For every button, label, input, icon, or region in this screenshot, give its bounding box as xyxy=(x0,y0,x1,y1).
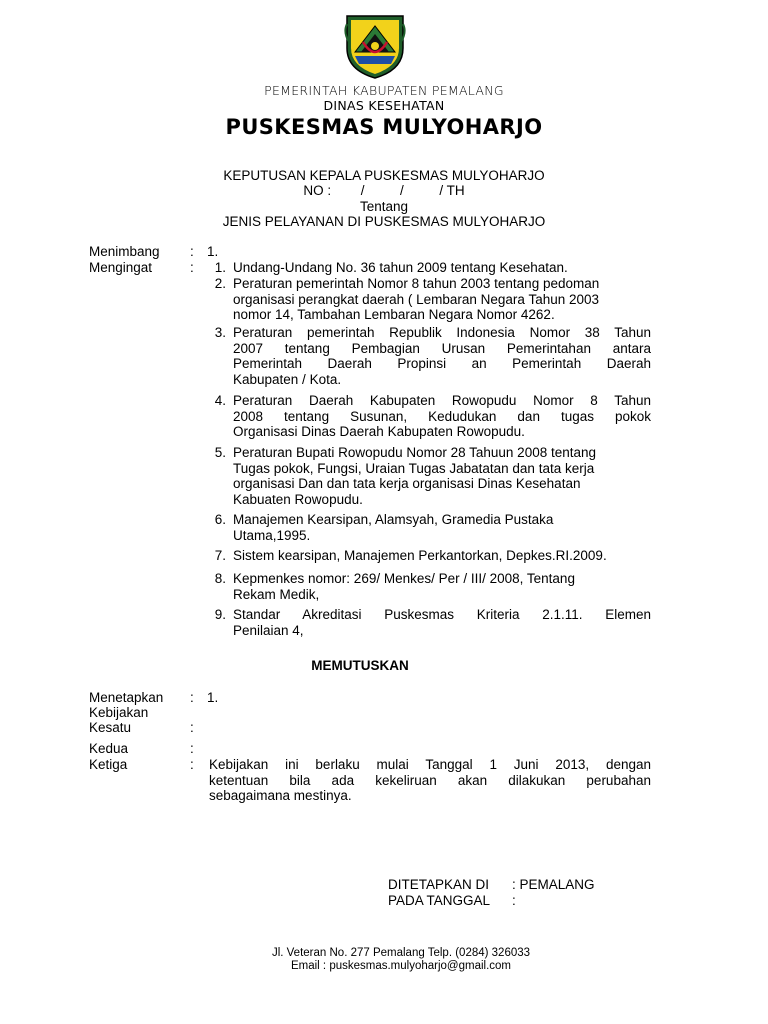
list-item-line: Peraturan pemerintah Nomor 8 tahun 2003 tentang pedoman xyxy=(233,276,600,291)
menetapkan-number: 1. xyxy=(207,690,219,705)
list-item xyxy=(233,607,651,638)
ketiga-text xyxy=(209,757,651,804)
list-item xyxy=(233,393,651,440)
list-item-line: Rekam Medik, xyxy=(233,586,320,602)
list-item-number: 5. xyxy=(214,445,226,460)
footer-email: Email : puskesmas.mulyoharjo@gmail.com xyxy=(290,960,512,972)
paragraph-line: Kebijakan ini berlaku mulai Tanggal 1 Juni 2013, dengan xyxy=(209,757,651,772)
department-name: DINAS KESEHATAN xyxy=(323,98,445,113)
government-name: PEMERINTAH KABUPATEN PEMALANG xyxy=(264,83,504,98)
list-item-line: 2008 tentang Susunan, Kedudukan dan tugas pokok xyxy=(233,408,651,424)
signature-date-value: : xyxy=(512,893,516,908)
list-item-number: 3. xyxy=(214,325,226,340)
list-item-line: Kabupaten / Kota. xyxy=(233,371,342,387)
list-item-line: Organisasi Dinas Daerah Kabupaten Rowopudu. xyxy=(233,424,525,439)
decree-subject: JENIS PELAYANAN DI PUSKESMAS MULYOHARJO xyxy=(222,214,546,229)
decree-number-sep: / xyxy=(400,183,404,198)
list-item-line: Standar Akreditasi Puskesmas Kriteria 2.1.11. Elemen xyxy=(233,607,651,622)
list-item-line: Kepmenkes nomor: 269/ Menkes/ Per / III/ 2008, Tentang xyxy=(233,571,575,586)
ketiga-label: Ketiga xyxy=(89,757,128,772)
mengingat-label: Mengingat xyxy=(89,260,153,275)
list-item-line: organisasi perangkat daerah ( Lembaran Negara Tahun 2003 xyxy=(233,291,600,307)
signature-place-value: : PEMALANG xyxy=(512,877,595,892)
list-item-line: Pemerintah Daerah Propinsi an Pemerintah Daerah xyxy=(233,356,651,371)
list-item-line: nomor 14, Tambahan Lembaran Negara Nomor 4262. xyxy=(233,307,555,322)
kesatu-colon: : xyxy=(190,720,194,735)
mengingat-colon: : xyxy=(190,260,194,275)
list-item xyxy=(233,325,651,387)
list-item-number: 7. xyxy=(214,548,226,563)
list-item-line: Peraturan Bupati Rowopudu Nomor 28 Tahuun 2008 tentang xyxy=(233,445,597,460)
regency-coat-of-arms-icon xyxy=(341,12,409,80)
list-item-number: 9. xyxy=(214,607,226,622)
list-item-number: 6. xyxy=(214,512,226,527)
decree-about: Tentang xyxy=(359,199,409,214)
decree-number-sep: / xyxy=(360,183,365,198)
decree-number-label: NO : xyxy=(303,183,332,198)
menimbang-number: 1. xyxy=(207,244,219,259)
menimbang-label: Menimbang xyxy=(89,244,160,259)
list-item xyxy=(233,512,651,543)
list-item-line: Peraturan pemerintah Republik Indonesia Nomor 38 Tahun xyxy=(233,325,651,340)
paragraph-line: ketentuan bila ada kekeliruan akan dilakukan perubahan xyxy=(209,772,651,788)
menetapkan-label: Menetapkan xyxy=(89,690,164,705)
list-item xyxy=(233,571,651,602)
decree-title: KEPUTUSAN KEPALA PUSKESMAS MULYOHARJO xyxy=(223,168,545,183)
list-item xyxy=(233,548,651,564)
page-title: PUSKESMAS MULYOHARJO xyxy=(225,115,543,139)
list-item-line: Peraturan Daerah Kabupaten Rowopudu Nomor 8 Tahun xyxy=(233,393,651,408)
list-item-line: Tugas pokok, Fungsi, Uraian Tugas Jabatatan dan tata kerja xyxy=(233,460,595,476)
list-item-line: Manajemen Kearsipan, Alamsyah, Gramedia Pustaka xyxy=(233,512,554,527)
signature-place-label: DITETAPKAN DI xyxy=(388,877,490,892)
paragraph-line: sebagaimana mestinya. xyxy=(209,788,352,803)
list-item-number: 2. xyxy=(214,276,226,291)
footer-address: Jl. Veteran No. 277 Pemalang Telp. (0284) 326033 xyxy=(271,947,531,959)
list-item xyxy=(233,260,651,276)
list-item-number: 1. xyxy=(214,260,226,275)
kesatu-label: Kesatu xyxy=(89,720,132,735)
ketiga-colon: : xyxy=(190,757,194,772)
signature-date-label: PADA TANGGAL xyxy=(388,893,491,908)
list-item xyxy=(233,445,651,507)
list-item-line: Undang-Undang No. 36 tahun 2009 tentang Kesehatan. xyxy=(233,260,568,275)
menetapkan-colon: : xyxy=(190,690,194,705)
decree-number xyxy=(0,183,768,199)
list-item-line: Utama,1995. xyxy=(233,527,311,543)
list-item-line: Sistem kearsipan, Manajemen Perkantorkan, Depkes.RI.2009. xyxy=(233,548,607,563)
decree-number-year: / TH xyxy=(439,183,465,198)
kedua-label: Kedua xyxy=(89,741,129,756)
list-item-line: Kabuaten Rowopudu. xyxy=(233,491,363,507)
memutuskan-heading: MEMUTUSKAN xyxy=(311,658,409,673)
kebijakan-label: Kebijakan xyxy=(89,705,149,720)
list-item xyxy=(233,276,651,323)
list-item-line: organisasi Dan dan tata kerja organisasi Dinas Kesehatan xyxy=(233,476,581,491)
list-item-line: 2007 tentang Pembagian Urusan Pemerintahan antara xyxy=(233,340,651,356)
menimbang-colon: : xyxy=(190,244,194,259)
list-item-number: 8. xyxy=(214,571,226,586)
list-item-number: 4. xyxy=(214,393,226,408)
kedua-colon: : xyxy=(190,741,194,756)
list-item-line: Penilaian 4, xyxy=(233,622,304,638)
